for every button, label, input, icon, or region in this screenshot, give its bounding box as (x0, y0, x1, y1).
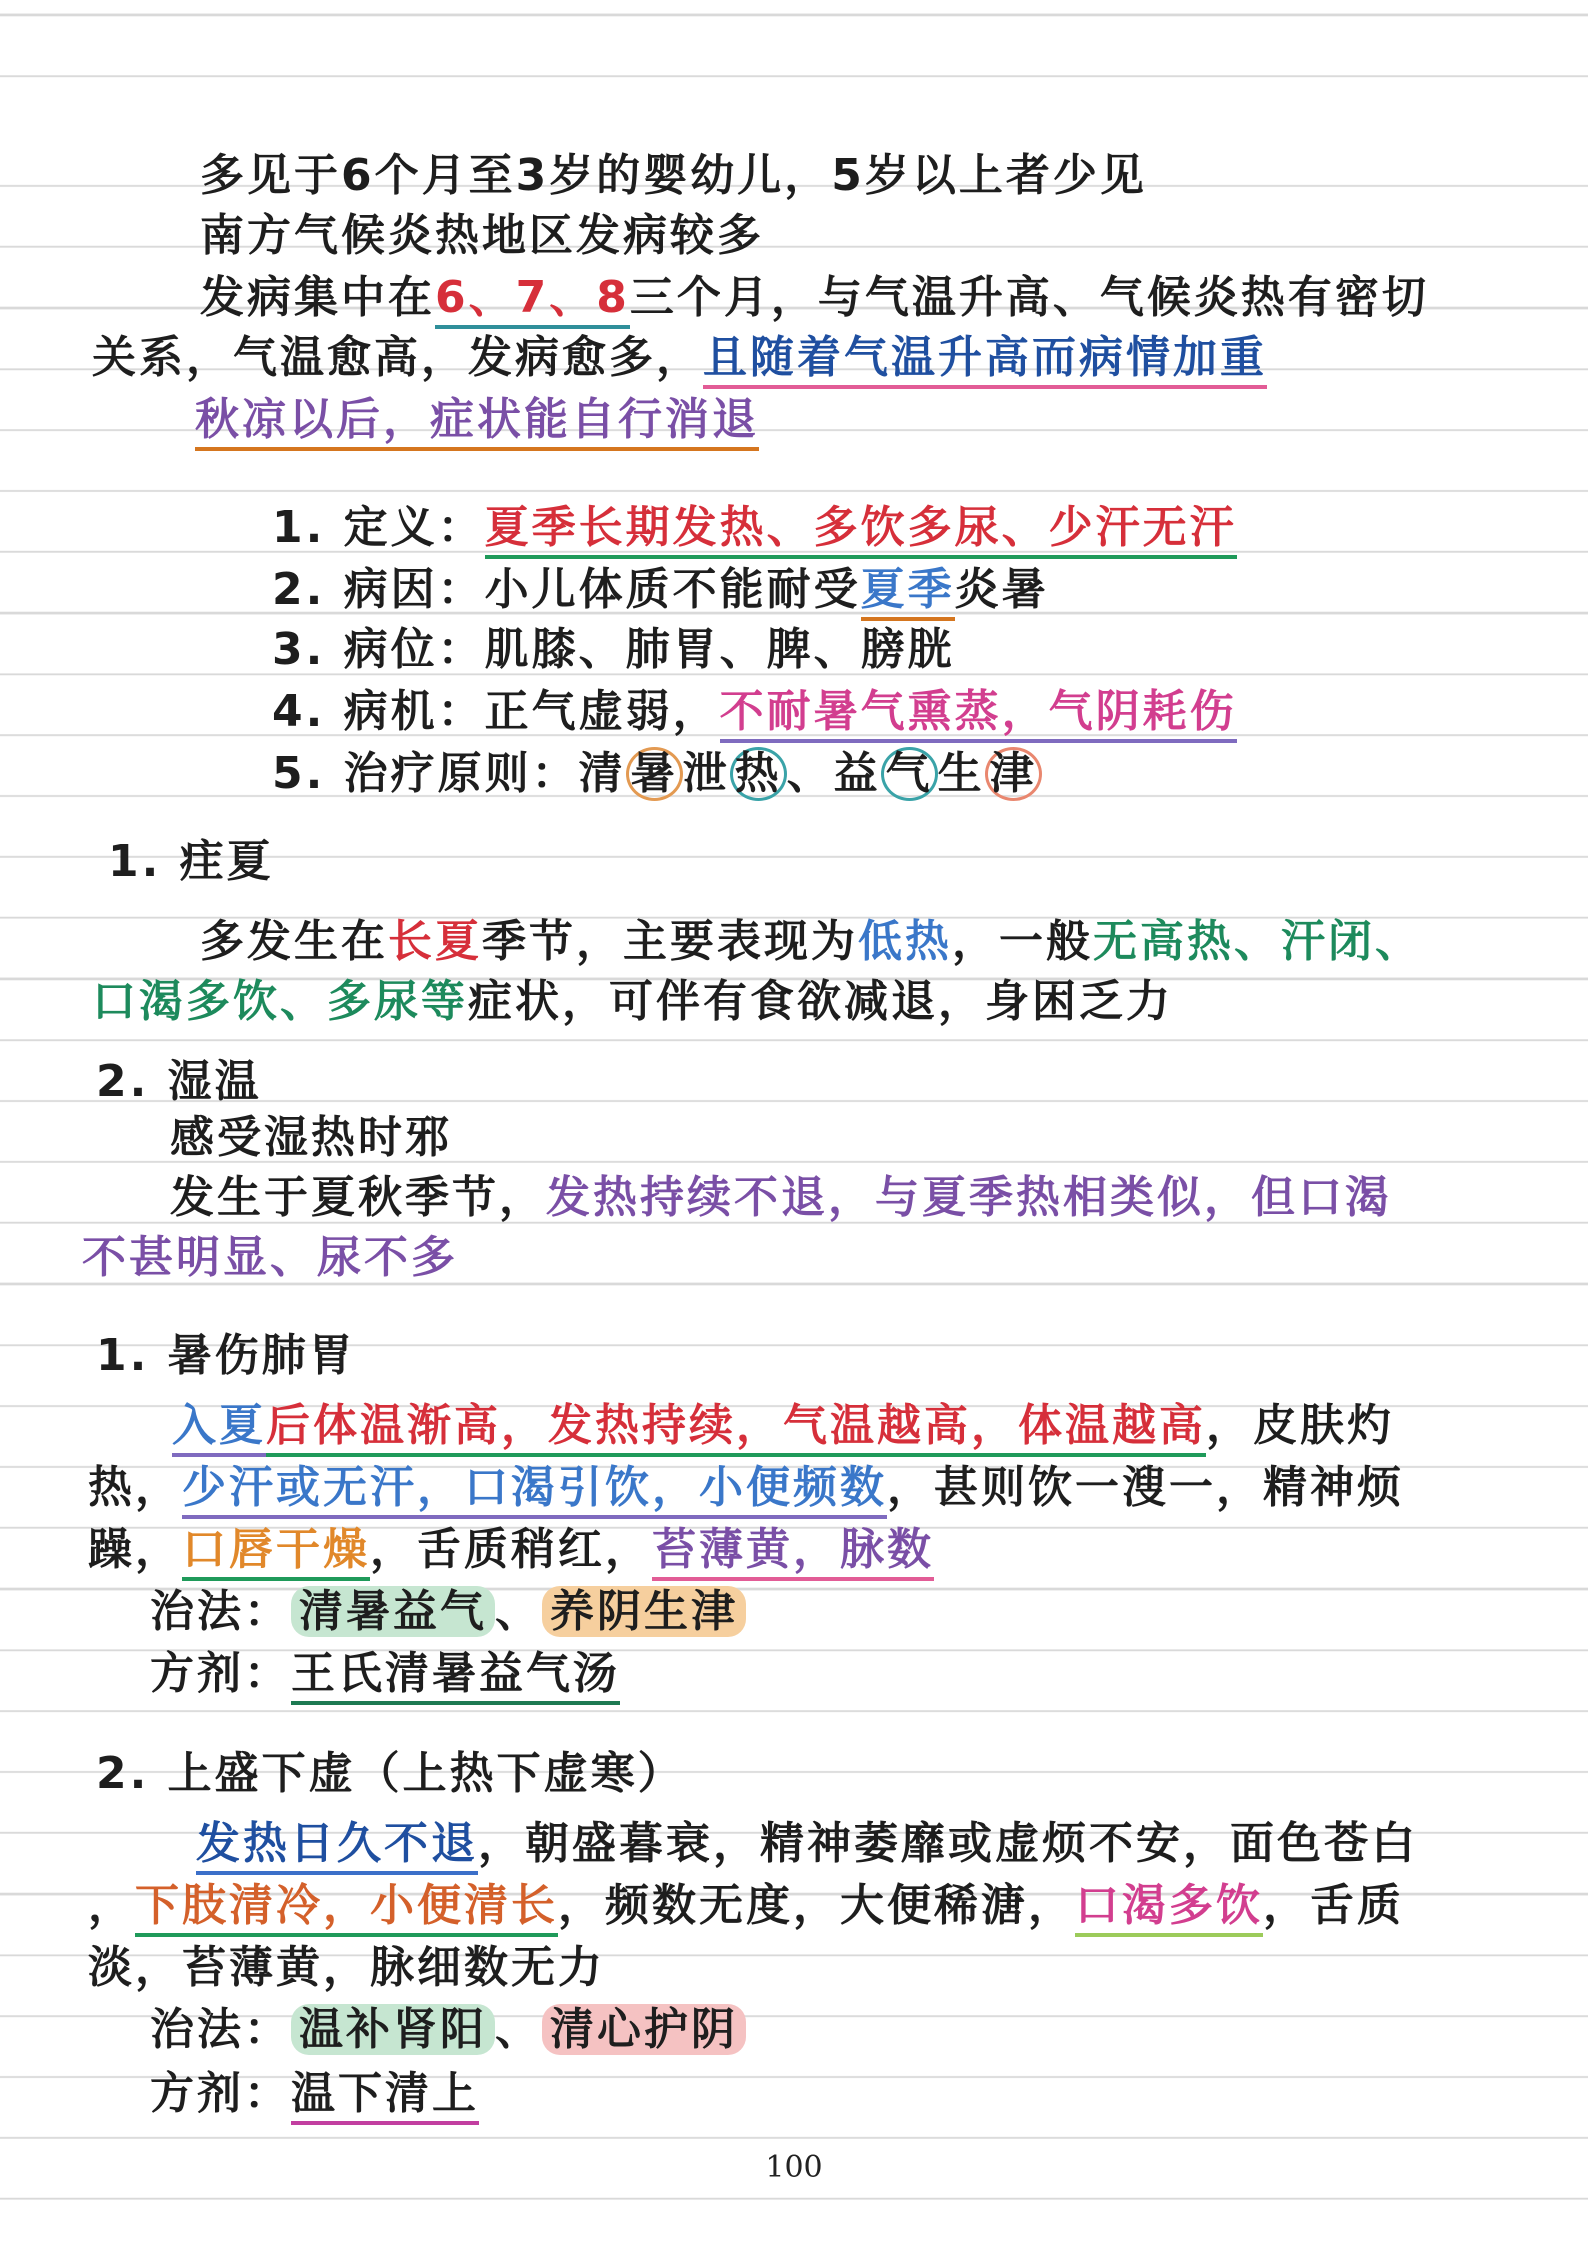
type2-zhifa: 治法： 温补肾阳 、 清心护阴 (150, 2000, 746, 2060)
method-tag: 养阴生津 (542, 1586, 746, 1637)
intro-line-4: 关系，气温愈高，发病愈多，且随着气温升高而病情加重 (92, 328, 1267, 388)
circled-char: 暑 (626, 747, 683, 801)
type2-line-2: ，下肢清冷，小便清长，频数无度，大便稀溏，口渴多饮，舌质 (88, 1876, 1404, 1936)
type1-line-2: 热，少汗或无汗，口渴引饮，小便频数，甚则饮一溲一，精神烦 (88, 1458, 1404, 1518)
outline-cause: 2. 病因：小儿体质不能耐受夏季炎暑 (272, 560, 1049, 620)
type2-line-1: 发热日久不退，朝盛暮衰，精神萎靡或虚烦不安，面色苍白 (196, 1814, 1418, 1874)
diff2-line-1: 感受湿热时邪 (170, 1112, 452, 1163)
outline-definition: 1. 定义：夏季长期发热、多饮多尿、少汗无汗 (272, 498, 1237, 558)
diff2-line-2: 发生于夏秋季节，发热持续不退，与夏季热相类似，但口渴 (170, 1172, 1392, 1223)
intro-line-1: 多见于6个月至3岁的婴幼儿，5岁以上者少见 (200, 150, 1147, 201)
type2-title: 2. 上盛下虚（上热下虚寒） (96, 1748, 685, 1799)
type1-fangji: 方剂：王氏清暑益气汤 (150, 1644, 620, 1704)
type1-line-3: 躁，口唇干燥，舌质稍红，苔薄黄，脉数 (88, 1520, 934, 1580)
prescription: 温下清上 (291, 2068, 479, 2125)
prescription: 王氏清暑益气汤 (291, 1648, 620, 1705)
intro-line-3: 发病集中在6、7、8三个月，与气温升高、气候炎热有密切 (200, 268, 1429, 328)
circled-char: 津 (985, 747, 1042, 801)
type2-fangji: 方剂：温下清上 (150, 2064, 479, 2124)
type2-line-3: 淡，苔薄黄，脉细数无力 (88, 1942, 605, 1993)
diff1-title: 1. 疰夏 (108, 836, 274, 887)
method-tag: 清心护阴 (542, 2004, 746, 2055)
outline-treatment: 5. 治疗原则：清 暑 泄 热 、益 气 生 津 (272, 744, 1042, 804)
diff1-line-2: 口渴多饮、多尿等症状，可伴有食欲减退，身困乏力 (92, 976, 1173, 1027)
page-number: 100 (765, 2150, 823, 2185)
intro-line-5 (195, 390, 759, 450)
type1-line-1: 入夏后体温渐高，发热持续，气温越高，体温越高，皮肤灼 (172, 1396, 1394, 1456)
months-highlight: 6、7、8 (435, 272, 630, 329)
autumn-note: 秋凉以后，症状能自行消退 (195, 394, 759, 451)
temperature-note: 且随着气温升高而病情加重 (703, 332, 1267, 389)
intro-line-2: 南方气候炎热地区发病较多 (200, 210, 764, 261)
diff2-title: 2. 湿温 (96, 1056, 262, 1107)
method-tag: 温补肾阳 (291, 2004, 495, 2055)
outline-mechanism: 4. 病机：正气虚弱，不耐暑气熏蒸，气阴耗伤 (272, 682, 1237, 742)
outline-location: 3. 病位：肌膝、肺胃、脾、膀胱 (272, 624, 955, 675)
diff2-line-3: 不甚明显、尿不多 (82, 1232, 458, 1283)
circled-char: 气 (881, 747, 938, 801)
diff1-line-1: 多发生在长夏季节，主要表现为低热，一般无高热、汗闭、 (200, 916, 1422, 967)
type1-zhifa: 治法： 清暑益气 、 养阴生津 (150, 1582, 746, 1642)
method-tag: 清暑益气 (291, 1586, 495, 1637)
type1-title: 1. 暑伤肺胃 (96, 1330, 356, 1381)
circled-char: 热 (730, 747, 787, 801)
